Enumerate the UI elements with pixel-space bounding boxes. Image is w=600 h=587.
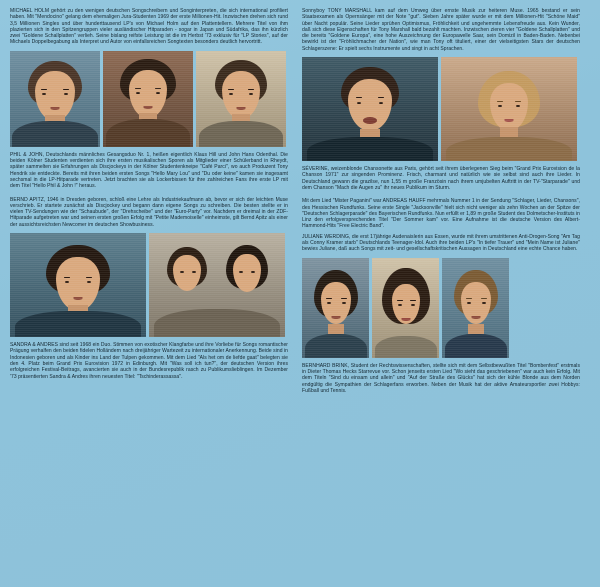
photo-row-right-2 — [302, 258, 580, 358]
photo-row-left-1 — [10, 51, 288, 147]
paragraph-tony-marshall: Sonnyboy TONY MARSHALL kam auf dem Umweg über ernste Musik zur heiteren Muse. 1965 bestand er sein Staatsexamen als Opernsänger mit der Note "gut". Sieben Jahre später wurde er mit dem Millionen-Hit "Schöne Maid" über Nacht populär. Seine Lieder sprühen Optimismus, Fröhlichkeit und ungehemmte Lebensfreude aus. Kein Wunder, daß sich diese Eigenschaften für Tony Marshall bald bezahlt machten. Inzwischen zieren vier "Goldene Schallplatten" und die bereits "Goldene Europa", eine hohe Auszeichnung der Europawelle Saar, sein Domizil in Baden-Baden. Nebenbei bewirkt ist der "Fröhlichmacher der Nation", wie man Tony oft tituliert, einer der vielseitigsten Stars der deutschen Schlagerszene: Er spielt sechs Instrumente und singt in acht Sprachen. — [302, 8, 580, 52]
photo-juliane-werding — [372, 258, 439, 358]
two-column-layout — [10, 8, 590, 581]
photo-bernd-apitz — [10, 233, 146, 337]
paragraph-phil-and-john: PHIL & JOHN, Deutschlands männliches Gesangsduo Nr. 1, heißen eigentlich Klaus Hill und John Hans Odenthal. Die beiden Kölner Studenten verdienten sich ihre ersten musikalischen Sporen als Mitglieder einer Schülerband in Rheydt, später sammelten sie Erfahrungen als Discjockeys in der Kölner Studentenkneipe "Café Parci", wo auch Produzent Tony Hendrik sie entdeckte. Bereits mit ihren beiden ersten Songs "Hello Mary Lou" und "Du oder keine" kamen sie insgesamt sechsmal in die LP-Hitparade vertreten. Jetzt brachten sie als Lockerbissen für ihre zahlreichen Fans ihre erste LP mit dem Titel "Hello Phil & John !" heraus. — [10, 151, 288, 190]
photo-john — [196, 51, 286, 147]
paragraph-michael-holm: MICHAEL HOLM gehört zu den wenigen deutschen Songschreibern und Songinterpreten, die sich international profiliert haben. Mit "Mendocino" gelang dem ehemaligen Jura-Studenten 1969 der erste Millionen-Hit. Inzwischen drehen sich rund 3,5 Millionen Singles und über hunderttausend LP's von Michael Holm auf den Plattentellern. Mehrere Titel von ihm plazierten sich in den Spitzengruppen vieler ausländischer Hitparaden - sogar in Japan und Südafrika, das ihn kürzlich zwei "Goldene Schallplatten" verlieh. Seine bislang reifste Leistung ist die im Herbst '73 exklusiv für "LP Stories", auf der Michaels Doppelbegabung als Interpret und Autor von einfallsreichen Songtexten besonders deutlich hervortritt. — [10, 8, 288, 46]
left-column — [10, 8, 288, 581]
photo-michael-holm — [10, 51, 100, 147]
photo-severine — [441, 57, 577, 161]
photo-row-right-1 — [302, 57, 580, 161]
right-column — [302, 8, 580, 581]
paragraph-sandra-andres: SANDRA & ANDRES sind seit 1968 ein Duo. Stimmen von exotischer Klangfarbe und ihre Vorliebe für Songs romantischer Prägung verhalfen den beiden fidelen Holländern nach dreijähriger Wartezeit zu internationaler Anerkennung. Beide sind in Indonesien geboren und als Kinder ins Land der Tulpen gekommen. Mit dem Lied "Als het om de liefde gaat" belegten sie den 4. Platz beim Grand Prix Eurovision 1972 in Edinburgh. Mit "Was soll ich tun?", der deutschen Version ihres erfolgreichen Festival-Beitrags, avancierten sie auch in der Bundesrepublik rasch zu Publikumslieblingen. Im Dezember '73 präsentierten Sandra & Andres ihren neuesten Titel: "Tschinderassassa". — [10, 342, 288, 380]
photo-bernhard-brink — [442, 258, 509, 358]
paragraph-juliane-werding: JULIANE WERDING, die erst 17jährige Audenaislerin aus Essen, wurde mit ihrem umstrittenen Anti-Drogen-Song "Am Tag als Conny Kramer starb" Deutschlands Teenager-Idol. Auch ihre beiden LP's "In tiefer Trauer" und "Mein Name ist Juliane" bewies Juliane, daß auch Songs mit zeit- und gesellschaftskritischen Aussagen in Deutschland eine echte Chance haben. — [302, 233, 580, 253]
paragraph-andreas-hauff: Mit dem Lied "Mister Paganini" war ANDREAS HAUFF mehrmals Nummer 1 in der Sendung "Schlager, Lieder, Chansons", des Hessischen Rundfunks. Seine erste Single "Jacksonville" hielt sich nicht weniger als zehn Wochen an der Spitze der "Deutschen Schlagerparade" des Bayerischen Rundfunks. Nun erfüllt er 1,89 m große Student des Dolmetscher-Instituts in Linz den erfolgversprechenden Titel "Der Sommer kam" vor. Eine Aufnahme ist die deutsche Version des Albert-Hammond-Hits "Free Electric Band". — [302, 198, 580, 230]
paragraph-bernd-apitz: BERND APITZ, 1946 in Dresden geboren, schloß eine Lehre als Industriekaufmann ab, bevor er sich der leichten Muse verschrieb. Er startete zunächst als Discjockey und begann dann eigene Songs zu schreiben. Die besten stellte er in vielen TV-Sendungen wie der "Schaubude", der "Drehscheibe" und der "Euro-Party" vor. Nachdem er dreimal in der ZDF-Hitparade aufgetreten war und seinen ersten großen Erfolg mit "Petite Mademoiselle" einheimste, gilt Bernd Apitz als einer der aussichtsreichsten Newcomer im deutschen Showbusiness. — [10, 196, 288, 228]
photo-tony-marshall — [302, 57, 438, 161]
photo-sandra-andres — [149, 233, 285, 337]
paragraph-bernhard-brink: BERNHARD BRINK, Student der Rechtswissenschaften, stellte sich mit dem Selbstbewußten Titel "Bombenfest" erstmals in Dieter Thomas Hecks Starrevue vor. Schon jenseits ersten Lied "Wo sieht das geschriebenen" war auch kein Erfolg. Mit dem Titeln "Sind du einsam und allein" und "Auf der Straße des Glücks" hat sich der kühle Blonde aus dem Norden endgültig die Sympathien der Schlagerfans erworben. Neben der Musik hat der aktive Amateursportler zwei Hobbys: Fußball und Tennis. — [302, 362, 580, 394]
paragraph-severine: SÉVERINE, weizenblonde Chansonette aus Paris, gehört seit ihrem überlegenen Sieg beim "Grand Prix Eurovision de la Chanson 1971" zur singenden Prominenz. Frisch, charmant und natürlich wie sie selbst sind auch ihre Lieder. In Deutschland gewann die grazilse, nun 1,55 m große Französin nach ihrem umjubelten Auftritt in der TV-"Starparade" und dem Chanson "Mach die Augen zu" ihr neues Publikum im Sturm. — [302, 166, 580, 191]
photo-row-left-2 — [10, 233, 288, 337]
photo-phil — [103, 51, 193, 147]
photo-andreas-hauff — [302, 258, 369, 358]
